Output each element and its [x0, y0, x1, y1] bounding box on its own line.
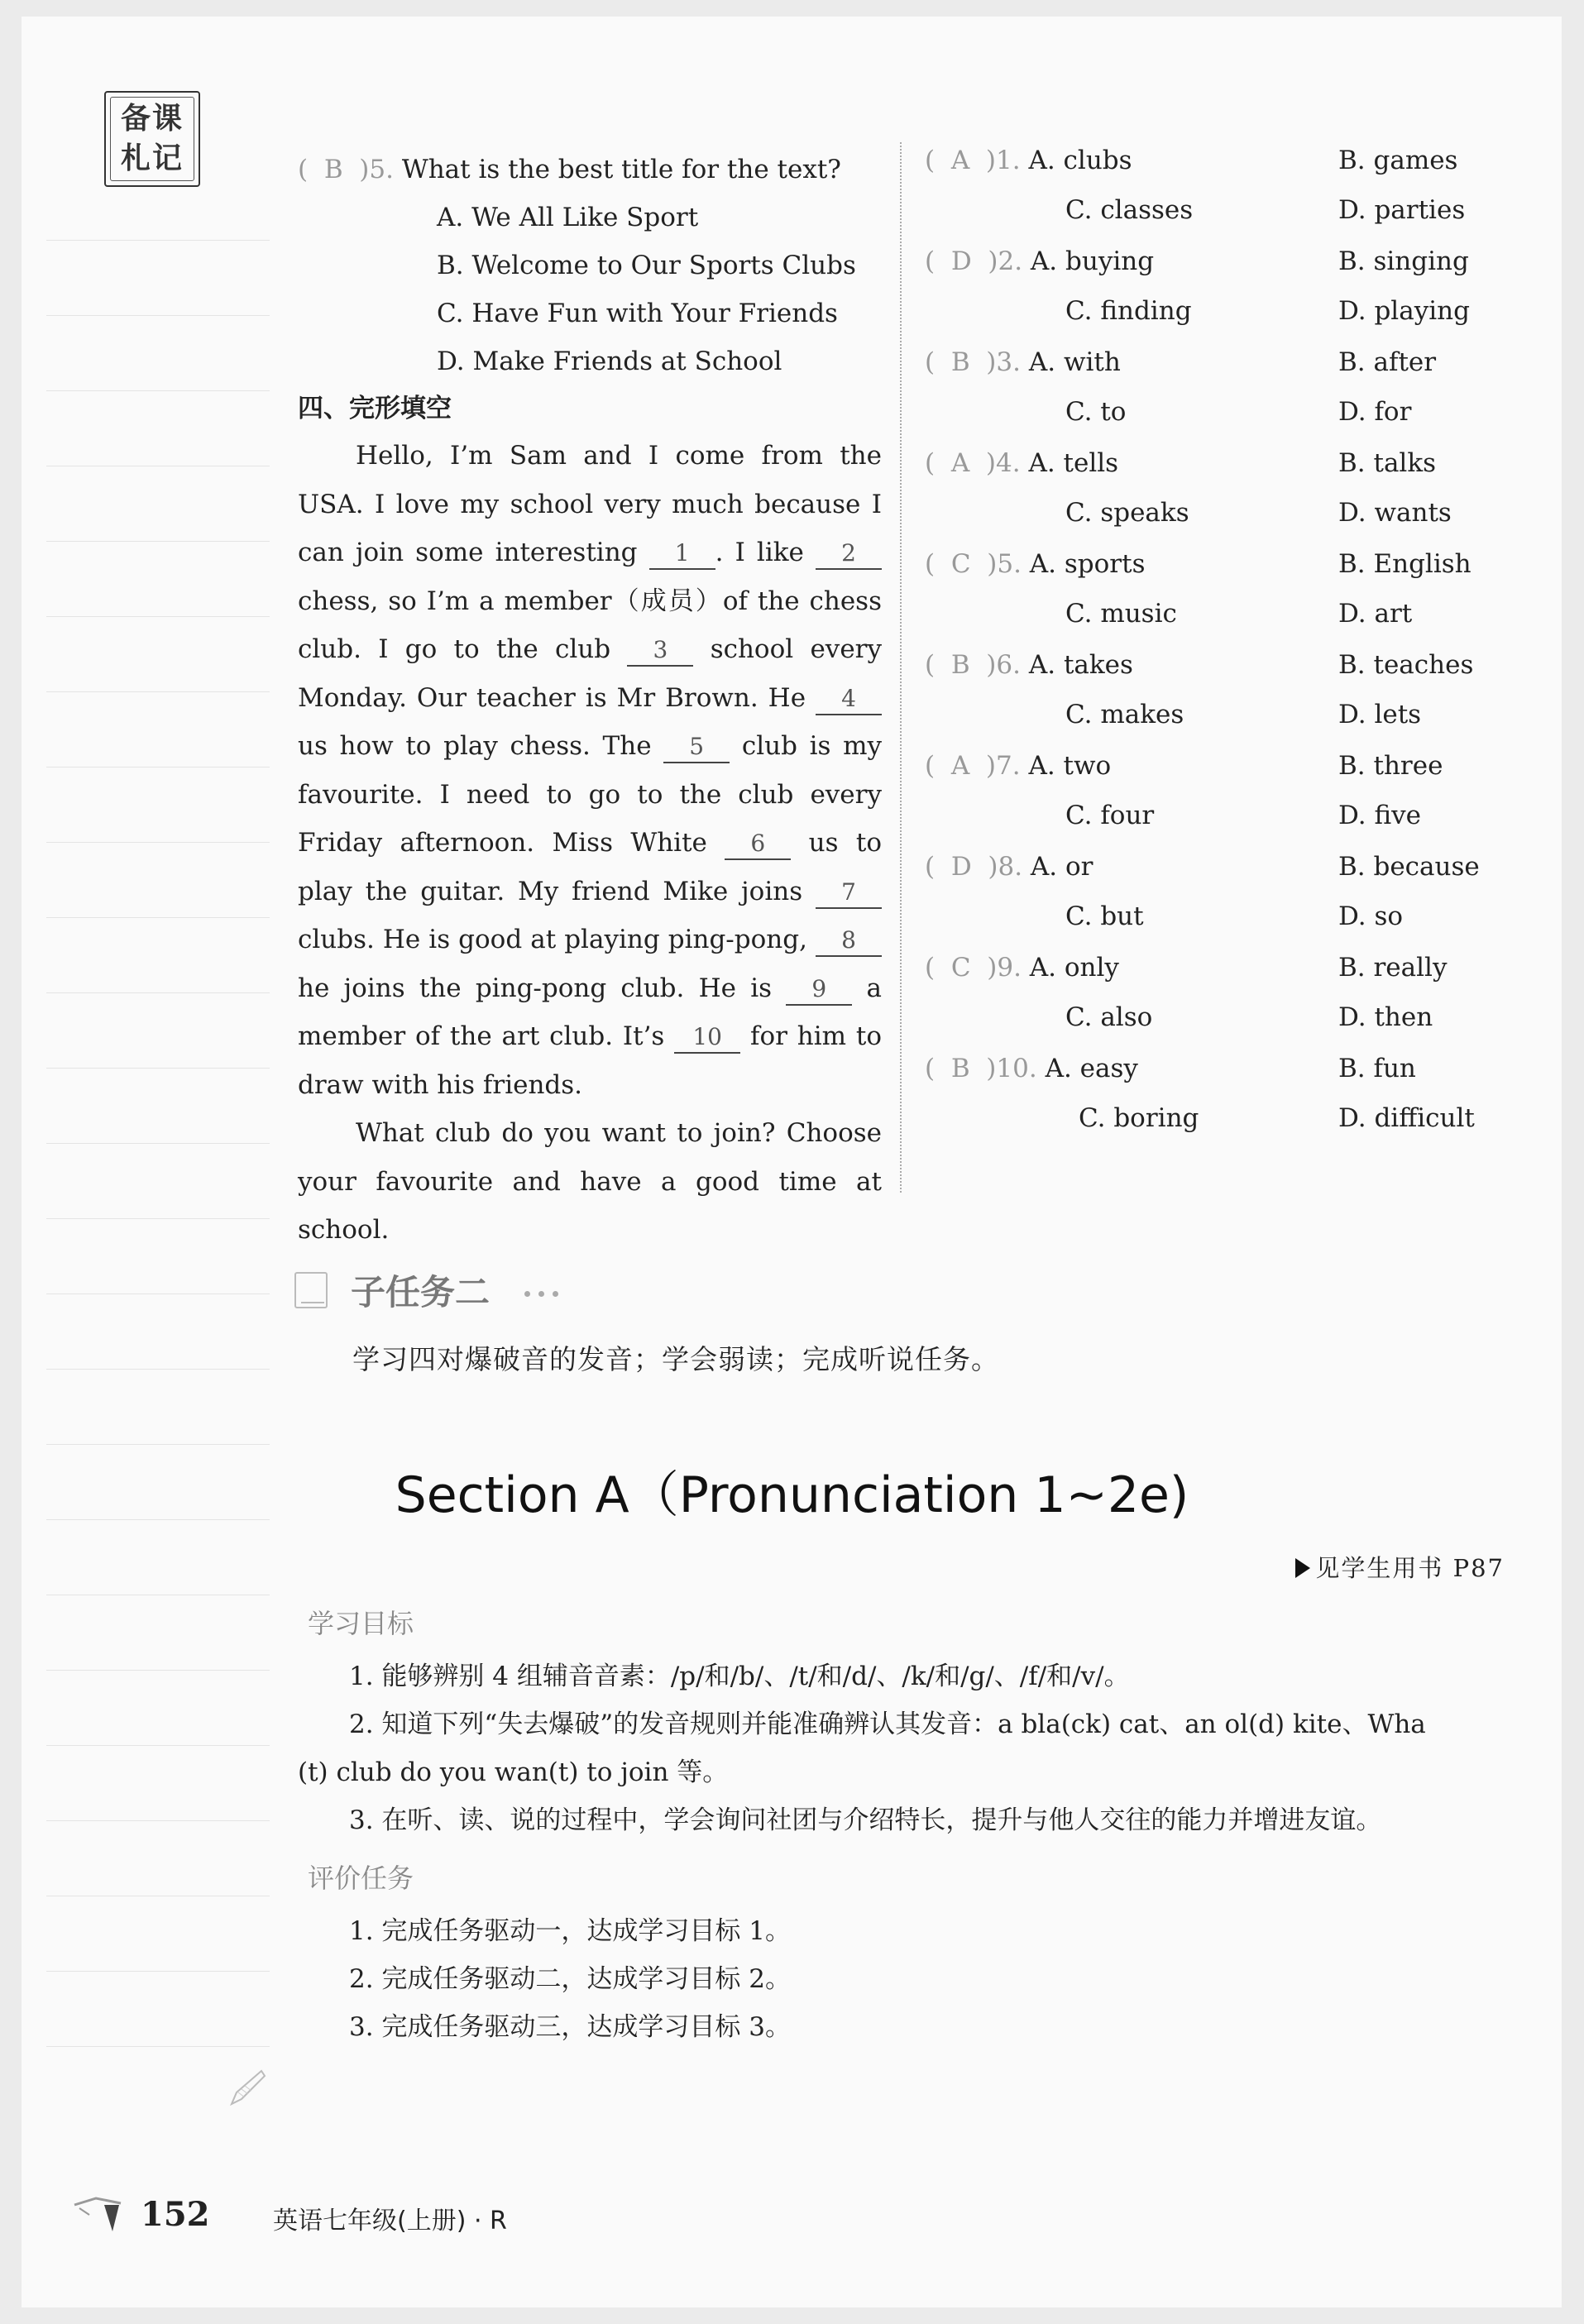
stamp-line-1: 备课 [120, 102, 184, 136]
cloze-passage: Hello, I’m Sam and I come from the USA. I love my school very much because I can join some interesting 1 . I like 2 chess, so I’m a member（成员）of the chess club. I go to the club 3 school every Monday. Our teacher is Mr Brown. He 4 us how to play chess. The 5 club is my favourite. I need to go to the club every Friday afternoon. Miss White 6 us to play the guitar. My friend Mike joins 7 clubs. He is good at playing ping-pong, 8 he joins the ping-pong club. He is 9 a member of the art club. It’s 10 for him to draw with his friends. What club do you want to join? Choose your favourite and have a good time at school. [298, 432, 882, 1255]
book-title: 英语七年级(上册) · R [273, 2207, 507, 2236]
answer-item: ( D )2. A. buying B. singing C. finding D. playing [925, 246, 1470, 326]
blank-10: 10 [674, 1022, 740, 1054]
answer-number: 7. [996, 751, 1021, 781]
option-c: C. also [1065, 1002, 1153, 1032]
answer-number: 9. [997, 953, 1022, 983]
option-b: B. talks [1338, 448, 1437, 478]
answer-number: 5. [997, 549, 1022, 579]
section-title: Section A（Pronunciation 1~2e) [395, 1466, 1189, 1524]
option-d: D. then [1338, 1002, 1433, 1032]
option-c: C. classes [1065, 195, 1194, 225]
blank-2: 2 [816, 538, 882, 570]
note-stamp-logo [104, 91, 200, 187]
answer-item: ( A )1. A. clubs B. games C. classes D. parties [925, 146, 1466, 225]
option-d: D. difficult [1338, 1103, 1475, 1133]
answer-choice: D [950, 852, 972, 882]
answer-number: 8. [998, 852, 1023, 882]
answer-choice: A [950, 146, 970, 175]
dots-decoration [524, 1284, 567, 1300]
option-a: A. with [1028, 347, 1121, 377]
learning-goals-heading: 学习目标 [308, 1608, 414, 1639]
option-c: C. makes [1065, 700, 1184, 729]
q5-option-a: A. We All Like Sport [437, 203, 699, 232]
q5-option-b: B. Welcome to Our Sports Clubs [437, 251, 856, 280]
cloze-answer-list [925, 142, 1504, 1151]
q5-option-d: D. Make Friends at School [437, 347, 782, 376]
blank-9: 9 [786, 974, 852, 1006]
answer-number: 10. [996, 1054, 1037, 1083]
goal-item-3: 3. 在听、读、说的过程中，学会询问社团与介绍特长，提升与他人交往的能力并增进友谊。 [349, 1805, 1382, 1835]
option-d: D. art [1338, 599, 1413, 629]
option-c: C. but [1065, 901, 1144, 931]
answer-item: ( A )7. A. two B. three C. four D. five [925, 751, 1443, 830]
learning-goals-list [298, 1652, 1505, 1844]
pencil-icon [228, 2068, 268, 2107]
goal-item-2-continued: (t) club do you wan(t) to join 等。 [298, 1757, 729, 1787]
blank-8: 8 [816, 925, 882, 957]
option-d: D. wants [1338, 498, 1452, 528]
option-b: B. really [1338, 953, 1448, 983]
answer-item: ( A )4. A. tells B. talks C. speaks D. wants [925, 448, 1452, 528]
answer-item: ( B )6. A. takes B. teaches C. makes D. lets [925, 650, 1474, 729]
see-student-book [1295, 1550, 1505, 1584]
answer-choice: A [950, 448, 970, 478]
evaluation-item-3: 3. 完成任务驱动三，达成学习目标 3。 [349, 2012, 792, 2042]
see-book-text: 见学生用书 P87 [1315, 1554, 1505, 1582]
footer-arrow-icon [71, 2190, 129, 2240]
option-b: B. English [1338, 549, 1472, 579]
evaluation-item-1: 1. 完成任务驱动一，达成学习目标 1。 [349, 1916, 792, 1946]
answer-choice: B [950, 347, 970, 377]
answer-number: 2. [998, 246, 1023, 276]
option-b: B. three [1338, 751, 1443, 781]
page-number: 152 [141, 2195, 210, 2234]
q5-answer: B [323, 155, 343, 184]
evaluation-item-2: 2. 完成任务驱动二，达成学习目标 2。 [349, 1964, 792, 1994]
answer-number: 3. [996, 347, 1021, 377]
cloze-paragraph-2: What club do you want to join? Choose your favourite and have a good time at school. [298, 1118, 882, 1245]
option-a: A. easy [1045, 1054, 1138, 1083]
answer-item: ( B )10. A. easy B. fun C. boring D. difficult [925, 1054, 1475, 1133]
q5-question: What is the best title for the text? [401, 155, 841, 184]
answer-number: 1. [996, 146, 1021, 175]
answer-choice: C [950, 549, 971, 579]
option-d: D. five [1338, 801, 1421, 830]
goal-item-2: 2. 知道下列“失去爆破”的发音规则并能准确辨认其发音：a bla(ck) cat、an ol(d) kite、Wha [349, 1710, 1426, 1739]
option-a: A. only [1029, 953, 1119, 983]
option-b: B. singing [1338, 246, 1469, 276]
option-d: D. parties [1338, 195, 1466, 225]
option-a: A. takes [1028, 650, 1133, 680]
triangle-arrow-icon [1295, 1558, 1310, 1578]
answer-item: ( C )5. A. sports B. English C. music D. art [925, 549, 1472, 629]
q5-option-c: C. Have Fun with Your Friends [437, 299, 838, 328]
answer-choice: A [950, 751, 970, 781]
blank-3: 3 [627, 635, 693, 667]
option-c: C. four [1065, 801, 1155, 830]
option-a: A. clubs [1028, 146, 1132, 175]
answer-choice: B [950, 650, 970, 680]
blank-6: 6 [725, 829, 791, 860]
cloze-heading: 四、完形填空 [298, 394, 452, 423]
option-a: A. two [1028, 751, 1112, 781]
answer-choice: B [950, 1054, 970, 1083]
option-c: C. finding [1065, 296, 1192, 326]
option-c: C. boring [1079, 1103, 1199, 1133]
blank-4: 4 [816, 684, 882, 715]
blank-5: 5 [663, 732, 730, 763]
option-a: A. buying [1030, 246, 1155, 276]
option-d: D. for [1338, 397, 1412, 427]
subtask-description: 学习四对爆破音的发音；学会弱读；完成听说任务。 [352, 1343, 999, 1375]
evaluation-list [298, 1907, 1505, 2051]
option-a: A. or [1030, 852, 1093, 882]
answer-item: ( B )3. A. with B. after C. to D. for [925, 347, 1437, 427]
option-b: B. because [1338, 852, 1480, 882]
option-b: B. after [1338, 347, 1437, 377]
option-d: D. lets [1338, 700, 1422, 729]
answer-item: ( C )9. A. only B. really C. also D. then [925, 953, 1448, 1032]
answer-number: 6. [996, 650, 1021, 680]
book-icon [294, 1272, 328, 1308]
option-b: B. games [1338, 146, 1458, 175]
goal-item-1: 1. 能够辨别 4 组辅音音素：/p/和/b/、/t/和/d/、/k/和/g/、/f/和/v/。 [349, 1662, 1130, 1691]
option-b: B. teaches [1338, 650, 1474, 680]
evaluation-heading: 评价任务 [308, 1863, 414, 1894]
answer-choice: C [950, 953, 971, 983]
answer-choice: D [950, 246, 972, 276]
stamp-line-2: 札记 [120, 141, 184, 175]
blank-1: 1 [649, 538, 715, 570]
q5-number: 5. [369, 155, 394, 184]
answer-item: ( D )8. A. or B. because C. but D. so [925, 852, 1480, 931]
blank-7: 7 [816, 877, 882, 909]
option-c: C. to [1065, 397, 1127, 427]
notes-margin [46, 240, 270, 2121]
column-divider [900, 142, 902, 1193]
option-b: B. fun [1338, 1054, 1416, 1083]
option-c: C. music [1065, 599, 1177, 629]
option-c: C. speaks [1065, 498, 1189, 528]
option-a: A. tells [1028, 448, 1119, 478]
option-a: A. sports [1029, 549, 1146, 579]
answer-number: 4. [996, 448, 1021, 478]
option-d: D. so [1338, 901, 1404, 931]
subtask-title: 子任务二 [351, 1272, 491, 1313]
option-d: D. playing [1338, 296, 1470, 326]
question-5: ( B )5. What is the best title for the text? A. We All Like Sport B. Welcome to Our Sports Clubs C. Have Fun with Your Friends D. Make Friends at School [298, 146, 856, 385]
